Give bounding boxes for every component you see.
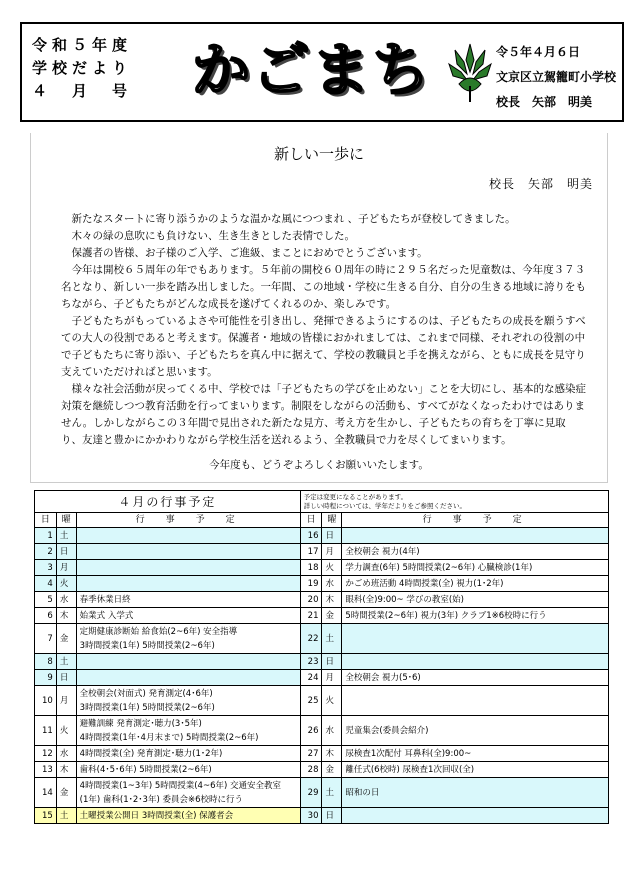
table-row [35,716,609,746]
table-row [35,592,609,608]
event-cell: 児童集会(委員会紹介) [342,716,609,746]
day-cell: 14 [35,778,57,808]
day-cell: 22 [300,624,322,654]
day-cell: 10 [35,686,57,716]
day-cell: 6 [35,608,57,624]
table-row [35,528,609,544]
day-cell: 4 [35,576,57,592]
day-cell: 7 [35,624,57,654]
weekday-cell: 土 [322,778,342,808]
issue-line: 学校だより [32,59,133,77]
principal-message [30,133,608,483]
weekday-cell: 日 [56,544,76,560]
day-cell: 29 [300,778,322,808]
col-day: 日 [300,513,322,528]
col-day: 日 [35,513,57,528]
event-cell: 離任式(6校時) 尿検査1次回収(全) [342,762,609,778]
day-cell: 30 [300,808,322,824]
school-info [496,40,621,115]
day-cell: 18 [300,560,322,576]
school-name: 文京区立駕籠町小学校 [496,70,617,84]
issue-line: 令和５年度 [32,36,133,54]
day-cell: 19 [300,576,322,592]
weekday-cell: 木 [56,762,76,778]
col-weekday: 曜 [322,513,342,528]
day-cell: 12 [35,746,57,762]
day-cell: 3 [35,560,57,576]
event-cell [342,808,609,824]
event-cell: 春季休業日終 [76,592,300,608]
event-cell [76,544,300,560]
weekday-cell: 日 [322,654,342,670]
event-cell: 土曜授業公開日 3時間授業(全) 保護者会 [76,808,300,824]
event-schedule-table [34,490,609,824]
day-cell: 13 [35,762,57,778]
event-cell [342,528,609,544]
event-cell: かごめ班活動 4時間授業(全) 視力(1･2年) [342,576,609,592]
message-paragraph: 今年は開校６５周年の年でもあります。５年前の開校６０周年の時に２９５名だった児童数は、今年度３７３名となり、新しい一歩を踏み出しました。一年間、この地域・学校に生きる自分、自分の生きる地域に誇りをもちながら、子どもたちがどんな成長を遂げてくれるのか、楽しみです。 [61,264,586,310]
weekday-cell: 月 [56,560,76,576]
message-author: 校長 矢部 明美 [488,177,593,191]
weekday-cell: 金 [322,608,342,624]
event-cell: 全校朝会(対面式) 発育測定(4･6年) 3時間授業(1年) 5時間授業(2~6年) [76,686,300,716]
event-cell: 始業式 入学式 [76,608,300,624]
table-row [35,778,609,808]
event-cell: 歯科(4･5･6年) 5時間授業(2~6年) [76,762,300,778]
message-paragraph: 保護者の皆様、お子様のご入学、ご進級、まことにおめでとうございます。 [71,247,428,259]
issue-line: ４ 月 号 [32,82,133,100]
message-paragraph: 様々な社会活動が戻ってくる中、学校では「子どもたちの学びを止めない」ことを大切にし、基本的な感染症対策を継続しつつ教育活動を行ってまいります。制限をしながらの活動も、すべてがなくなったわけではありません。しかしながらこの３年間で見出された新たな見方、考え方を生かし、子どもたちの育ちを丁寧に見取り、友達と豊かにかかわりながら学校生活を送れるよう、全教職員で力を尽くしてまいります。 [61,383,586,446]
event-cell [342,686,609,716]
event-cell [76,528,300,544]
day-cell: 26 [300,716,322,746]
schedule-title: ４月の行事予定 [35,491,301,513]
weekday-cell: 火 [322,686,342,716]
event-cell: 5時間授業(2~6年) 視力(3年) クラブ1※6校時に行う [342,608,609,624]
weekday-cell: 火 [56,576,76,592]
issue-date: 令５年４月６日 [496,45,581,59]
message-closing: 今年度も、どうぞよろしくお願いいたします。 [209,459,429,471]
message-paragraph: 木々の緑の息吹にも負けない、生き生きとした表情でした。 [71,230,355,242]
weekday-cell: 月 [56,686,76,716]
event-cell: 4時間授業(1~3年) 5時間授業(4~6年) 交通安全教室 (1年) 歯科(1･2･3年) 委員会※6校時に行う [76,778,300,808]
weekday-cell: 水 [322,576,342,592]
day-cell: 20 [300,592,322,608]
day-cell: 27 [300,746,322,762]
table-row [35,608,609,624]
day-cell: 25 [300,686,322,716]
weekday-cell: 金 [56,778,76,808]
weekday-cell: 月 [322,670,342,686]
weekday-cell: 木 [322,746,342,762]
event-cell: 定期健康診断始 給食始(2~6年) 安全指導 3時間授業(1年) 5時間授業(2~6年) [76,624,300,654]
weekday-cell: 火 [56,716,76,746]
day-cell: 28 [300,762,322,778]
event-cell: 昭和の日 [342,778,609,808]
principal-name: 校長 矢部 明美 [496,95,593,109]
weekday-cell: 水 [56,746,76,762]
day-cell: 23 [300,654,322,670]
event-cell [76,654,300,670]
day-cell: 11 [35,716,57,746]
day-cell: 8 [35,654,57,670]
table-row [35,686,609,716]
message-paragraph: 新たなスタートに寄り添うかのような温かな風につつまれ 、子どもたちが登校してきました。 [71,213,516,225]
weekday-cell: 日 [322,808,342,824]
table-row [35,654,609,670]
weekday-cell: 日 [56,670,76,686]
day-cell: 1 [35,528,57,544]
table-row [35,762,609,778]
table-row [35,746,609,762]
event-cell [76,576,300,592]
day-cell: 5 [35,592,57,608]
event-cell [342,654,609,670]
event-cell [76,670,300,686]
schedule-note: 予定は変更になることがあります。 詳しい時程については、学年だよりをご参照ください。 [300,491,608,513]
message-paragraph: 子どもたちがもっているよさや可能性を引き出し、発揮できるようにするのは、子どもたちの成長を願うすべての大人の役割であると考えます。保護者・地域の皆様におかれましては、これまで同様、それぞれの役割の中で子どもたちに寄り添い、子どもたちを真ん中に据えて、学校の教職員と手を携えながら、ともに成長を見守り支えていただければと思います。 [61,315,586,378]
event-cell: 学力調査(6年) 5時間授業(2~6年) 心臓検診(1年) [342,560,609,576]
col-weekday: 曜 [56,513,76,528]
event-cell [76,560,300,576]
newsletter-title: かごまち [191,36,432,104]
message-title: 新しい一歩に [273,145,364,163]
event-cell: 全校朝会 視力(4年) [342,544,609,560]
table-row [35,624,609,654]
weekday-cell: 火 [322,560,342,576]
day-cell: 15 [35,808,57,824]
day-cell: 17 [300,544,322,560]
weekday-cell: 水 [322,716,342,746]
event-cell: 全校朝会 視力(5･6) [342,670,609,686]
weekday-cell: 木 [56,608,76,624]
newsletter-header [20,22,624,122]
weekday-cell: 土 [56,808,76,824]
event-cell: 避難訓練 発育測定･聴力(3･5年) 4時間授業(1年･4月末まで) 5時間授業(2~6年) [76,716,300,746]
event-cell: 尿検査1次配付 耳鼻科(全)9:00~ [342,746,609,762]
table-row [35,544,609,560]
day-cell: 16 [300,528,322,544]
weekday-cell: 水 [56,592,76,608]
issue-info [32,34,162,103]
col-event: 行 事 予 定 [342,513,609,528]
weekday-cell: 金 [322,762,342,778]
event-cell: 眼科(全)9:00~ 学びの教室(始) [342,592,609,608]
weekday-cell: 日 [322,528,342,544]
table-row [35,576,609,592]
weekday-cell: 土 [56,654,76,670]
weekday-cell: 土 [322,624,342,654]
day-cell: 2 [35,544,57,560]
weekday-cell: 金 [56,624,76,654]
event-cell: 4時間授業(全) 発育測定･聴力(1･2年) [76,746,300,762]
message-body [61,211,586,449]
col-event: 行 事 予 定 [76,513,300,528]
weekday-cell: 土 [56,528,76,544]
weekday-cell: 木 [322,592,342,608]
event-cell [342,624,609,654]
weekday-cell: 月 [322,544,342,560]
day-cell: 21 [300,608,322,624]
table-row [35,808,609,824]
table-row [35,670,609,686]
school-emblem-icon [447,42,493,104]
table-row [35,560,609,576]
day-cell: 9 [35,670,57,686]
day-cell: 24 [300,670,322,686]
